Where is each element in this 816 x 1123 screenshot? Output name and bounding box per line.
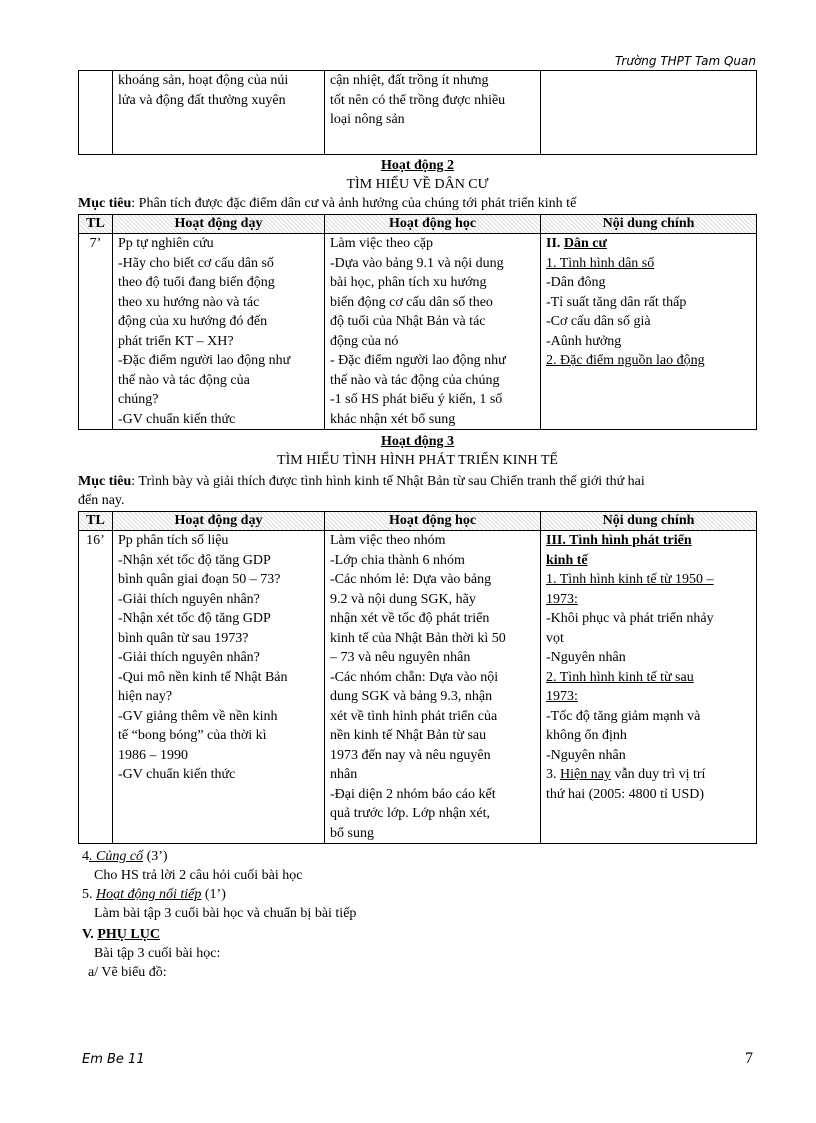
activity3-objective <box>78 472 757 510</box>
text-line: 1973 đến nay và nêu nguyên <box>330 747 491 763</box>
time-cell: 7’ <box>79 234 113 430</box>
col-header-content: Nội dung chính <box>541 512 757 531</box>
text-line: -Dân đông <box>546 275 606 290</box>
consolidation-text: Cho HS trả lời 2 câu hỏi cuối bài học <box>94 868 303 883</box>
activity3-heading: Hoạt động 3 <box>380 434 455 449</box>
text-line: tế “bong bóng” của thời kì <box>118 728 267 743</box>
text-line: -Hãy cho biết cơ cấu dân số <box>118 255 274 271</box>
text-line: -Nhận xét tốc độ tăng GDP <box>118 611 271 626</box>
text-line: Pp phân tích số liệu <box>118 533 229 548</box>
text-line: nhân <box>330 767 358 782</box>
text-line: -Tốc độ tăng giảm mạnh và <box>546 708 701 724</box>
objective-text: : Phân tích được đặc điểm dân cư và ảnh hưởng của chúng tới phát triển kinh tế <box>131 196 577 211</box>
footer-label: Em Be 11 <box>82 1052 145 1067</box>
text-line: 1. Tình hình dân số <box>546 255 655 271</box>
activity3-title: TÌM HIỂU TÌNH HÌNH PHÁT TRIỂN KINH TẾ <box>277 453 558 468</box>
activity2-table <box>78 214 757 430</box>
text-line: -Đại diện 2 nhóm báo cáo kết <box>330 786 496 802</box>
text-line: -GV chuẩn kiến thức <box>118 411 236 427</box>
text-line: động của nó <box>330 333 399 349</box>
appendix-line1: Bài tập 3 cuối bài học: <box>94 946 221 961</box>
text-line: -1 số HS phát biểu ý kiến, 1 số <box>330 392 503 407</box>
objective-line1: : Trình bày và giải thích được tình hình kinh tế Nhật Bản từ sau Chiến tranh thế giới thứ hai <box>131 474 645 489</box>
col-header-teach: Hoạt động dạy <box>113 512 325 531</box>
c1-label: . Củng cố <box>89 849 144 864</box>
text-line: -Nguyên nhân <box>546 747 626 763</box>
c1-num: 4 <box>82 849 89 864</box>
text-line: -GV giảng thêm về nền kinh <box>118 708 278 724</box>
text-line: 1986 – 1990 <box>118 747 188 763</box>
learn-cell <box>325 531 541 844</box>
text-line: quả trước lớp. Lớp nhận xét, <box>330 806 491 821</box>
appendix-label: PHỤ LỤC <box>97 927 160 942</box>
text-line: xét về tình hình phát triển của <box>330 708 498 724</box>
content-cell <box>541 234 757 430</box>
follow-up <box>82 885 226 904</box>
objective-label: Mục tiêu <box>78 474 132 489</box>
objective-line2: đến nay. <box>78 493 125 508</box>
text-line: 9.2 và nội dung SGK, hãy <box>330 591 476 607</box>
point3-rest: vẫn duy trì vị trí <box>610 767 706 782</box>
col-header-tl: TL <box>79 215 113 234</box>
page-header <box>78 54 756 71</box>
text-line: khoáng sản, hoạt động của núi <box>118 73 289 88</box>
activity2-objective <box>78 195 757 212</box>
activity2-title: TÌM HIỂU VỀ DÂN CƯ <box>346 177 489 192</box>
top-col2 <box>325 71 541 155</box>
text-line: -Cơ cấu dân số già <box>546 314 651 329</box>
top-col1 <box>113 71 325 155</box>
text-line: bình quân từ sau 1973? <box>118 630 249 646</box>
text-line: theo xu hướng nào và tác <box>118 294 260 310</box>
text-line: -Giải thích nguyên nhân? <box>118 650 260 665</box>
point1-title: 1. Tình hình kinh tế từ 1950 – <box>546 572 714 587</box>
text-line: bình quân giai đoạn 50 – 73? <box>118 572 281 587</box>
col-header-teach: Hoạt động dạy <box>113 215 325 234</box>
section-title-l1: III. Tình hình phát triển <box>546 533 692 548</box>
content-cell <box>541 531 757 844</box>
content-section: II. Dân cư <box>546 236 607 251</box>
text-line: nền kinh tế Nhật Bản từ sau <box>330 728 487 743</box>
text-line: Làm việc theo cặp <box>330 236 434 251</box>
c1-time: (3’) <box>143 849 168 864</box>
text-line: dung SGK và bảng 9.3, nhận <box>330 689 493 704</box>
point1-title-l2: 1973: <box>546 591 578 607</box>
activity2-heading: Hoạt động 2 <box>380 158 455 173</box>
consolidation <box>82 847 168 866</box>
text-line: -Nhận xét tốc độ tăng GDP <box>118 552 271 568</box>
text-line: chúng? <box>118 392 159 407</box>
text-line: loại nông sản <box>330 112 405 127</box>
page-number: 7 <box>745 1050 753 1067</box>
c2-label: Hoạt động nối tiếp <box>96 887 202 902</box>
text-line: 2. Đặc điểm nguồn lao động <box>546 353 705 368</box>
text-line: -Aûnh hưởng <box>546 333 622 349</box>
point2-items <box>546 707 751 766</box>
text-line: kinh tế của Nhật Bản thời kì 50 <box>330 630 506 646</box>
appendix-heading <box>82 925 160 944</box>
objective-label: Mục tiêu <box>78 196 132 211</box>
learn-cell <box>325 234 541 430</box>
text-line: - Đặc điểm người lao động như <box>330 353 506 368</box>
activity3-table <box>78 511 757 844</box>
col-header-learn: Hoạt động học <box>325 512 541 531</box>
point2-title-l2: 1973: <box>546 689 578 704</box>
appendix-line2: a/ Vẽ biểu đồ: <box>88 965 167 980</box>
text-line: không ổn định <box>546 728 627 743</box>
section-title: Dân cư <box>563 236 607 251</box>
text-line: -Dựa vào bảng 9.1 và nội dung <box>330 255 504 271</box>
c2-num: 5. <box>82 887 96 902</box>
teach-cell <box>113 234 325 430</box>
text-line: -Lớp chia thành 6 nhóm <box>330 552 465 568</box>
section-title-l2: kinh tế <box>546 552 588 568</box>
text-line: -Đặc điểm người lao động như <box>118 353 291 368</box>
follow-up-text: Làm bài tập 3 cuối bài học và chuẩn bị bài tiếp <box>94 906 357 921</box>
text-line: cận nhiệt, đất trồng ít nhưng <box>330 73 489 88</box>
col-header-tl: TL <box>79 512 113 531</box>
point2-title: 2. Tình hình kinh tế từ sau <box>546 669 694 685</box>
point3-label: Hiện nay <box>560 767 611 782</box>
col-header-learn: Hoạt động học <box>325 215 541 234</box>
text-line: -GV chuẩn kiến thức <box>118 767 236 782</box>
teach-cell <box>113 531 325 844</box>
text-line: theo độ tuổi đang biến động <box>118 275 275 290</box>
top-table <box>78 70 757 155</box>
point3 <box>546 765 751 785</box>
text-line: tốt nên có thể trồng được nhiều <box>330 92 506 108</box>
content-items <box>546 254 751 371</box>
text-line: – 73 và nêu nguyên nhân <box>330 650 471 665</box>
time-cell: 16’ <box>79 531 113 844</box>
c2-time: (1’) <box>201 887 226 902</box>
text-line: động của xu hướng đó đến <box>118 314 268 329</box>
text-line: độ tuổi của Nhật Bản và tác <box>330 314 486 329</box>
text-line: lửa và động đất thường xuyên <box>118 92 286 108</box>
point3-num: 3. <box>546 767 560 782</box>
text-line: Làm việc theo nhóm <box>330 533 446 548</box>
appendix-num: V. <box>82 927 98 942</box>
text-line: -Các nhóm lẻ: Dựa vào bảng <box>330 572 492 587</box>
text-line: khác nhận xét bổ sung <box>330 411 456 427</box>
text-line: -Qui mô nền kinh tế Nhật Bản <box>118 669 288 685</box>
text-line: thế nào và tác động của chúng <box>330 372 500 388</box>
point1-items <box>546 609 751 668</box>
text-line: -Các nhóm chẵn: Dựa vào nội <box>330 669 499 685</box>
school-name: Trường THPT Tam Quan <box>615 54 756 68</box>
text-line: bài học, phân tích xu hướng <box>330 275 487 290</box>
text-line: biến động cơ cấu dân số theo <box>330 294 493 310</box>
text-line: thế nào và tác động của <box>118 372 250 388</box>
text-line: nhận xét về tốc độ phát triển <box>330 611 490 626</box>
text-line: bổ sung <box>330 825 374 841</box>
text-line: -Giải thích nguyên nhân? <box>118 591 260 607</box>
col-header-content: Nội dung chính <box>541 215 757 234</box>
text-line: -Nguyên nhân <box>546 650 626 665</box>
text-line: -Tỉ suất tăng dân rất thấp <box>546 294 687 310</box>
text-line: -Khôi phục và phát triển nhảy <box>546 611 714 626</box>
text-line: hiện nay? <box>118 689 173 704</box>
text-line: vọt <box>546 630 564 646</box>
text-line: Pp tự nghiên cứu <box>118 236 214 251</box>
text-line: phát triển KT – XH? <box>118 333 234 349</box>
point3-line2: thứ hai (2005: 4800 tỉ USD) <box>546 786 705 802</box>
